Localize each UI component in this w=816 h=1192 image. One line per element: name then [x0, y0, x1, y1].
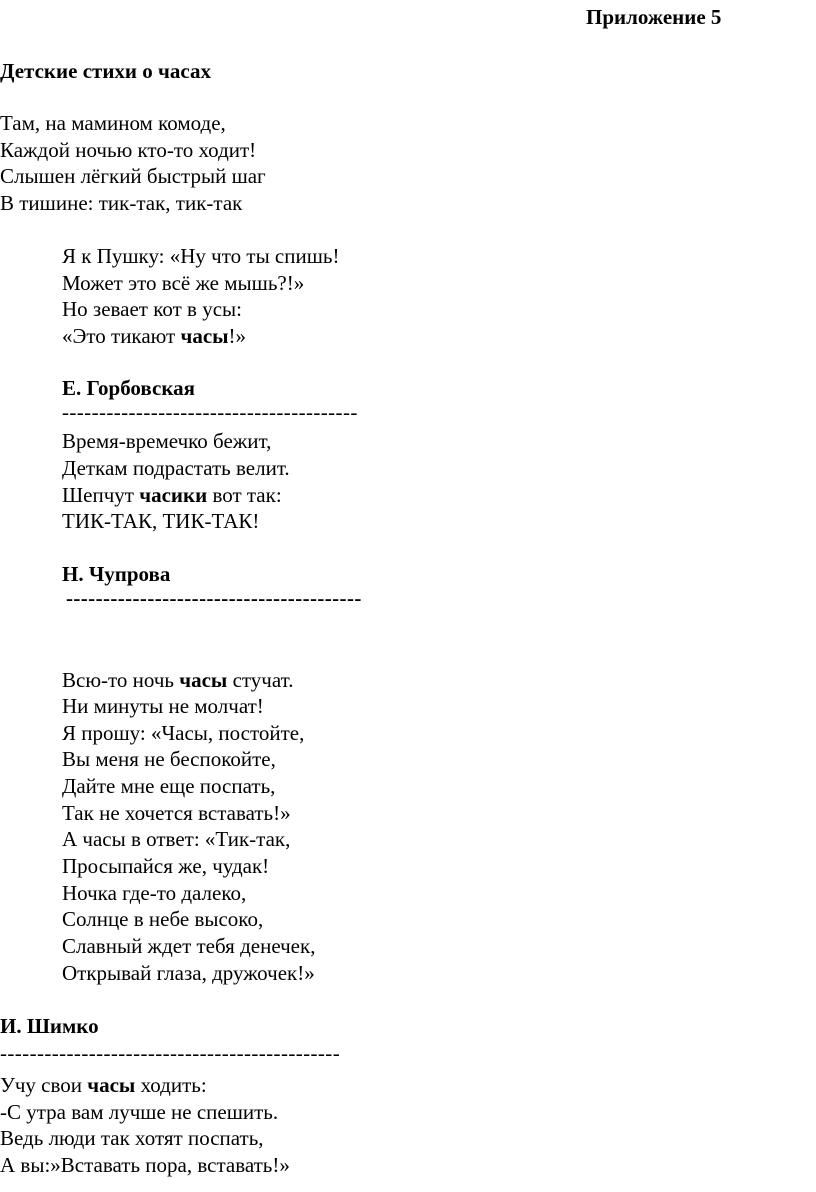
appendix-label: Приложение 5	[586, 5, 722, 29]
poem1-line: В тишине: тик-так, тик-так	[0, 191, 243, 215]
poem3-line: А часы в ответ: «Тик-так,	[62, 827, 291, 851]
text-run: вот так:	[207, 483, 282, 507]
keyword-bold: часики	[139, 483, 208, 507]
poem3-line: Я прошу: «Часы, постойте,	[62, 721, 305, 745]
separator-line: ----------------------------------------------	[0, 1041, 341, 1065]
author-name: Н. Чупрова	[62, 562, 171, 586]
poem2-line	[62, 482, 282, 508]
separator-line: ----------------------------------------	[66, 586, 362, 610]
document-title: Детские стихи о часах	[0, 59, 211, 83]
text-run: ходить:	[135, 1073, 207, 1097]
poem1-line: Там, на мамином комоде,	[0, 111, 226, 135]
poem1-line: Каждой ночью кто-то ходит!	[0, 138, 257, 162]
poem4-line: Ведь люди так хотят поспать,	[0, 1126, 264, 1150]
poem3-line: Славный ждет тебя денечек,	[62, 934, 316, 958]
poem4-line	[0, 1072, 207, 1098]
text-run: Шепчут	[62, 483, 140, 507]
poem2-line: Деткам подрастать велит.	[62, 456, 290, 480]
poem3-line: Вы меня не беспокойте,	[62, 747, 276, 771]
keyword-bold: часы	[179, 668, 228, 692]
poem1-line	[62, 323, 246, 349]
text-run: стучат.	[227, 668, 294, 692]
poem3-line: Открывай глаза, дружочек!»	[62, 961, 315, 985]
poem1-line: Я к Пушку: «Ну что ты спишь!	[62, 244, 340, 268]
poem1-line: Но зевает кот в усы:	[62, 297, 242, 321]
poem3-line: Просыпайся же, чудак!	[62, 854, 270, 878]
author-name: И. Шимко	[0, 1014, 99, 1038]
text-run: Всю-то ночь	[62, 668, 180, 692]
text-run: !»	[228, 324, 247, 348]
author-name: Е. Горбовская	[62, 376, 195, 400]
separator-line: ----------------------------------------	[62, 400, 358, 424]
poem3-line	[62, 667, 293, 693]
poem4-line: А вы:»Вставать пора, вставать!»	[0, 1153, 290, 1177]
poem3-line: Солнце в небе высоко,	[62, 907, 264, 931]
poem2-line: Время-времечко бежит,	[62, 429, 272, 453]
poem3-line: Так не хочется вставать!»	[62, 801, 291, 825]
poem2-line: ТИК-ТАК, ТИК-ТАК!	[62, 509, 260, 533]
text-run: «Это тикают	[62, 324, 181, 348]
poem1-line: Слышен лёгкий быстрый шаг	[0, 164, 266, 188]
poem3-line: Ночка где-то далеко,	[62, 881, 247, 905]
poem3-line: Ни минуты не молчат!	[62, 694, 264, 718]
poem3-line: Дайте мне еще поспать,	[62, 774, 276, 798]
keyword-bold: часы	[180, 324, 229, 348]
poem1-line: Может это всё же мышь?!»	[62, 271, 305, 295]
keyword-bold: часы	[87, 1073, 136, 1097]
text-run: Учу свои	[0, 1073, 88, 1097]
poem4-line: -С утра вам лучше не спешить.	[0, 1100, 279, 1124]
